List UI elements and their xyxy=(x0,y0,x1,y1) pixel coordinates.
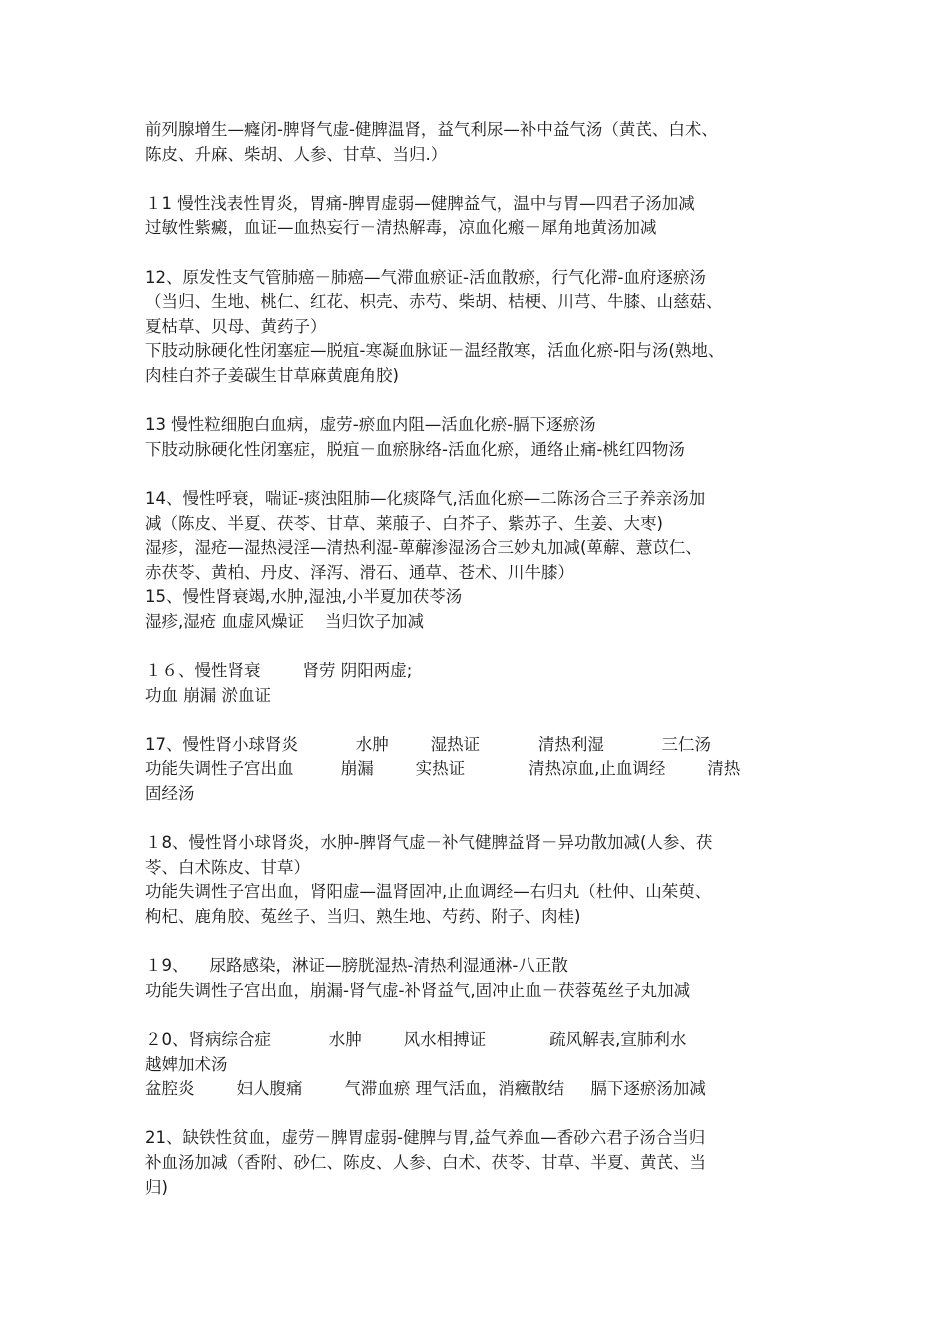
paragraph-gap xyxy=(145,930,817,955)
paragraph-gap xyxy=(145,241,817,266)
text-line: 湿疹,湿疮 血虚风燥证 当归饮子加减 xyxy=(145,611,424,631)
text-line: 过敏性紫癜，血证—血热妄行－清热解毒，凉血化瘢－犀角地黄汤加减 xyxy=(145,218,657,238)
paragraph-gap xyxy=(145,708,817,733)
text-line: 功能失调性子宫出血，崩漏-肾气虚-补肾益气,固冲止血－茯蓉菟丝子丸加减 xyxy=(145,980,691,1000)
paragraph-gap xyxy=(145,807,817,832)
text-line: 陈皮、升麻、柴胡、人参、甘草、当归.） xyxy=(145,144,448,164)
text-line: 减（陈皮、半夏、茯苓、甘草、莱菔子、白芥子、紫苏子、生姜、大枣) xyxy=(145,513,663,533)
text-line: 功能失调性子宫出血 崩漏 实热证 清热凉血,止血调经 清热 xyxy=(145,759,741,779)
text-line: 苓、白术陈皮、甘草） xyxy=(145,857,310,877)
paragraph-gap xyxy=(145,389,817,414)
document-body xyxy=(145,118,817,1200)
text-line: １６、慢性肾衰 肾劳 阴阳两虚; xyxy=(145,661,413,681)
text-line: 归) xyxy=(145,1177,168,1197)
text-line: （当归、生地、桃仁、红花、枳壳、赤芍、柴胡、桔梗、川芎、牛膝、山慈菇、 xyxy=(145,292,723,312)
text-line: １9、 尿路感染，淋证—膀胱湿热-清热利湿通淋-八正散 xyxy=(145,956,568,976)
paragraph-gap xyxy=(145,167,817,192)
text-line: 13 慢性粒细胞白血病，虚劳-瘀血内阻—活血化瘀-膈下逐瘀汤 xyxy=(145,415,596,435)
text-line: 肉桂白芥子姜碳生甘草麻黄鹿角胶) xyxy=(145,365,399,385)
paragraph-gap xyxy=(145,1102,817,1127)
text-line: 湿疹，湿疮—湿热浸淫—清热利湿-萆薢渗湿汤合三妙丸加减(萆薢、薏苡仁、 xyxy=(145,538,702,558)
text-line: 功血 崩漏 淤血证 xyxy=(145,685,271,705)
text-line: 下肢动脉硬化性闭塞症—脱疽-寒凝血脉证－温经散寒，活血化瘀-阳与汤(熟地、 xyxy=(145,341,725,361)
text-line: 枸杞、鹿角胶、菟丝子、当归、熟生地、芍药、附子、肉桂) xyxy=(145,907,581,926)
text-line: 盆腔炎 妇人腹痛 气滞血瘀 理气活血，消癥散结 膈下逐瘀汤加减 xyxy=(145,1079,706,1099)
text-line: 15、慢性肾衰竭,水肿,湿浊,小半夏加茯苓汤 xyxy=(145,587,463,607)
text-line: 夏枯草、贝母、黄药子） xyxy=(145,316,327,336)
text-line: 前列腺增生—癃闭-脾肾气虚-健脾温肾，益气利尿—补中益气汤（黄芪、白术、 xyxy=(145,120,718,139)
text-line: 下肢动脉硬化性闭塞症，脱疽－血瘀脉络-活血化瘀，通络止痛-桃红四物汤 xyxy=(145,439,685,459)
text-line: 17、慢性肾小球肾炎 水肿 湿热证 清热利湿 三仁汤 xyxy=(145,734,712,754)
text-line: 功能失调性子宫出血，肾阳虚—温肾固冲,止血调经—右归丸（杜仲、山茱萸、 xyxy=(145,882,712,902)
text-line: 12、原发性支气管肺癌－肺癌—气滞血瘀证-活血散瘀，行气化滞-血府逐瘀汤 xyxy=(145,267,706,287)
text-line: 固经汤 xyxy=(145,784,195,804)
paragraph-gap xyxy=(145,462,817,487)
text-line: 越婢加术汤 xyxy=(145,1054,228,1074)
paragraph-gap xyxy=(145,1003,817,1028)
text-line: 14、慢性呼衰，喘证-痰浊阻肺—化痰降气,活血化瘀—二陈汤合三子养亲汤加 xyxy=(145,488,706,508)
text-line: １8、慢性肾小球肾炎，水肿-脾肾气虚－补气健脾益肾－异功散加减(人参、茯 xyxy=(145,833,713,853)
text-line: 赤茯苓、黄柏、丹皮、泽泻、滑石、通草、苍术、川牛膝） xyxy=(145,562,574,582)
text-line: ２0、肾病综合症 水肿 风水相搏证 疏风解表,宣肺利水 xyxy=(145,1029,687,1049)
paragraph-gap xyxy=(145,634,817,659)
text-line: 补血汤加减（香附、砂仁、陈皮、人参、白术、茯苓、甘草、半夏、黄芪、当 xyxy=(145,1152,706,1172)
text-line: １1 慢性浅表性胃炎，胃痛-脾胃虚弱—健脾益气，温中与胃—四君子汤加减 xyxy=(145,193,695,213)
text-line: 21、缺铁性贫血，虚劳－脾胃虚弱-健脾与胃,益气养血—香砂六君子汤合当归 xyxy=(145,1128,706,1148)
